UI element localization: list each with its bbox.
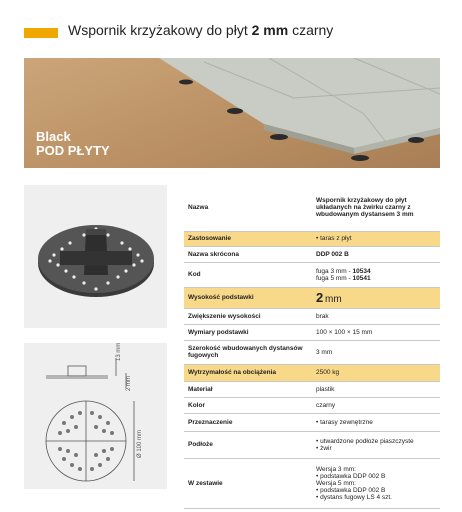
spec-list-item: • dystans fugowy LS 4 szt.	[316, 494, 438, 501]
spec-row-zwiekszenie	[184, 308, 440, 324]
spec-row-wysokosc	[184, 287, 440, 308]
spec-list-item: • tarasy zewnętrzne	[316, 419, 438, 426]
spec-value: 3 mm	[312, 340, 440, 364]
height-unit: mm	[325, 294, 342, 305]
height-number: 2	[316, 290, 324, 305]
spec-label: Nazwa	[184, 185, 312, 231]
spec-list-item: • podstawka DDP 002 B	[316, 487, 438, 494]
spec-row-wytrzymalosc	[184, 364, 440, 381]
dim-thickness-label: 2 mm	[126, 376, 132, 391]
spec-value: plastik	[312, 381, 440, 397]
kod-line2-code: 10541	[352, 274, 371, 282]
spec-row-zastosowanie	[184, 231, 440, 246]
spec-value: czarny	[312, 397, 440, 413]
spec-list-item: • taras z płyt	[316, 235, 438, 242]
spec-label: Podłoże	[184, 431, 312, 458]
spec-value: DDP 002 B	[312, 246, 440, 262]
spec-label: Zastosowanie	[184, 231, 312, 246]
spec-value: 100 × 100 × 15 mm	[312, 324, 440, 340]
kit-version-5mm: Wersja 5 mm:	[316, 479, 356, 487]
dim-diameter-label: Ø 100 mm	[137, 429, 143, 458]
spec-value	[312, 413, 440, 431]
kod-line1-text: fuga 3 mm -	[316, 267, 353, 275]
spec-row-w-zestawie	[184, 458, 440, 508]
spec-label: Kod	[184, 262, 312, 287]
spec-label: Szerokość wbudowanych dystansów fugowych	[184, 340, 312, 364]
spec-row-kod	[184, 262, 440, 287]
spec-row-szerokosc	[184, 340, 440, 364]
spec-row-podloze	[184, 431, 440, 458]
spec-value	[312, 262, 440, 287]
kit-version-3mm: Wersja 3 mm:	[316, 465, 356, 473]
spec-label: Wytrzymałość na obciążenia	[184, 364, 312, 381]
spec-value	[312, 458, 440, 508]
title-prefix: Wspornik krzyżakowy do płyt	[68, 22, 252, 38]
hero-caption	[36, 130, 110, 158]
pedestal-product-image	[24, 185, 167, 328]
hero-photo	[24, 58, 440, 168]
specifications-table	[184, 185, 440, 509]
spec-label: Zwiększenie wysokości	[184, 308, 312, 324]
spec-value	[312, 287, 440, 308]
spec-value: 2500 kg	[312, 364, 440, 381]
title-bold: 2 mm	[251, 22, 289, 38]
hero-caption-line1: Black	[36, 129, 71, 144]
title-suffix: czarny	[288, 22, 334, 38]
spec-label: Przeznaczenie	[184, 413, 312, 431]
spec-label: W zestawie	[184, 458, 312, 508]
spec-row-material	[184, 381, 440, 397]
technical-drawing	[24, 343, 167, 489]
spec-value: brak	[312, 308, 440, 324]
spec-row-nazwa	[184, 185, 440, 231]
spec-value	[312, 431, 440, 458]
spec-list-item: • żwir	[316, 445, 438, 452]
spec-row-przeznaczenie	[184, 413, 440, 431]
spec-row-kolor	[184, 397, 440, 413]
spec-label: Materiał	[184, 381, 312, 397]
spec-label: Nazwa skrócona	[184, 246, 312, 262]
spec-list-item: • podstawka DDP 002 B	[316, 473, 438, 480]
spec-label: Wysokość podstawki	[184, 287, 312, 308]
header-accent-bar	[24, 28, 58, 38]
dim-height-label: 13 mm	[116, 343, 122, 361]
spec-row-nazwa-skrocona	[184, 246, 440, 262]
spec-row-wymiary	[184, 324, 440, 340]
hero-caption-line2: POD PŁYTY	[36, 143, 110, 158]
kod-line1-code: 10534	[352, 267, 371, 275]
kod-line2-text: fuga 5 mm -	[316, 274, 353, 282]
spec-value	[312, 231, 440, 246]
page-header	[0, 0, 462, 46]
spec-label: Wymiary podstawki	[184, 324, 312, 340]
spec-value: Wspornik krzyżakowy do płyt układanych na żwirku czarny z wbudowanym dystansem 3 mm	[312, 185, 440, 231]
spec-label: Kolor	[184, 397, 312, 413]
spec-list-item: • utwardzone podłoże piaszczyste	[316, 438, 438, 445]
page-title	[68, 22, 333, 38]
technical-drawing-box	[24, 343, 167, 489]
product-image-box	[24, 185, 167, 328]
